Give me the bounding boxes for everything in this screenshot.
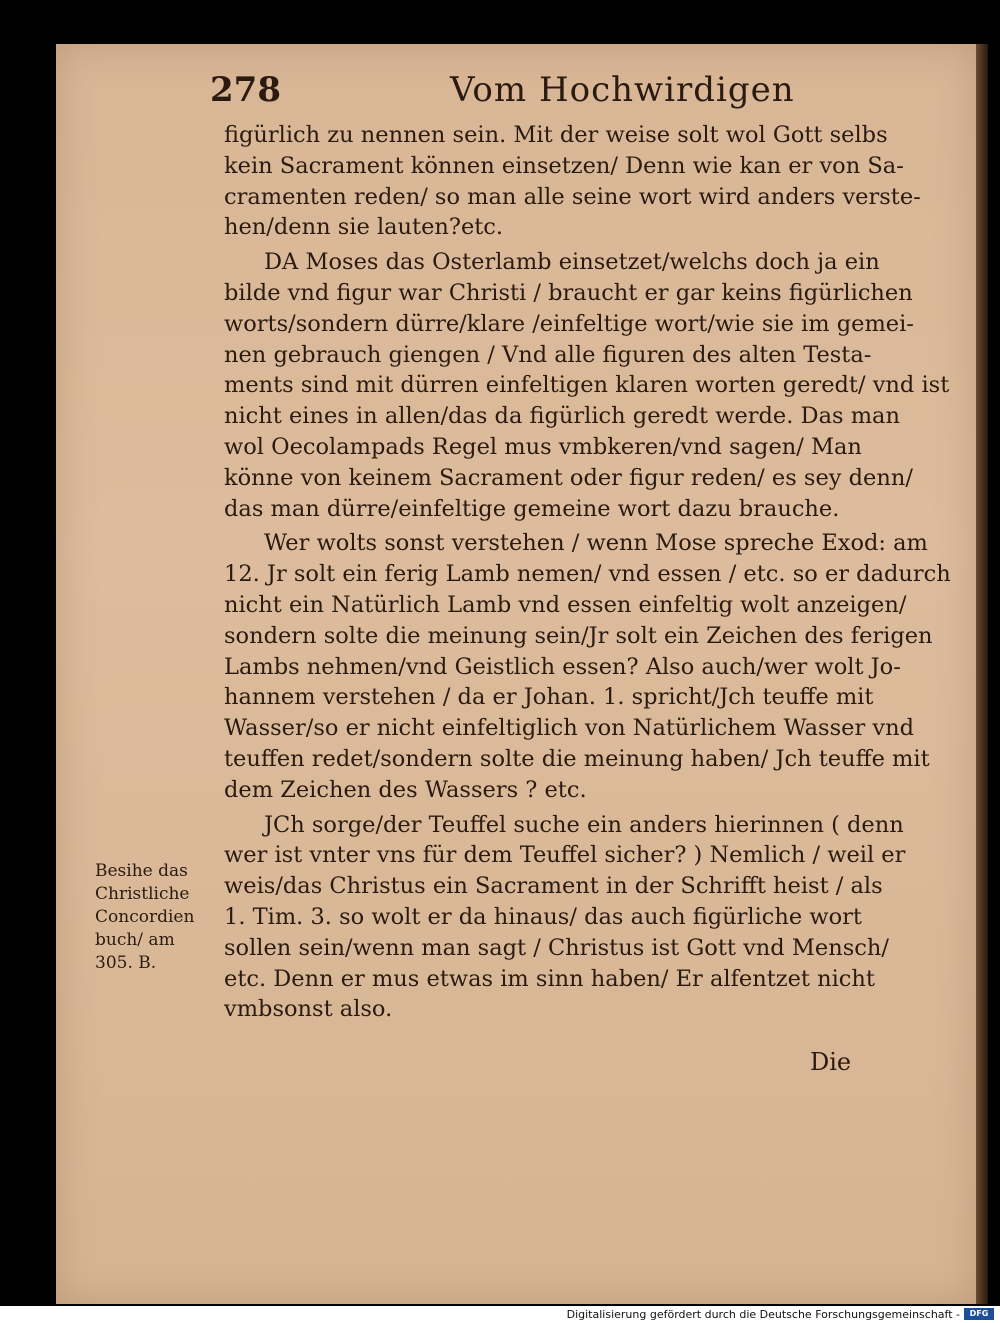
main-text bbox=[224, 120, 951, 1025]
text-line: 1. Tim. 3. so wolt er da hinaus/ das auch figürliche wort bbox=[224, 903, 862, 930]
margin-note-line: Besihe das bbox=[95, 861, 188, 881]
text-line: worts/sondern dürre/klare /einfeltige wort/wie sie im gemei- bbox=[224, 310, 914, 337]
text-line: kein Sacrament können einsetzen/ Denn wie kan er von Sa- bbox=[224, 152, 904, 179]
text-line: vmbsonst also. bbox=[224, 996, 393, 1023]
text-line: figürlich zu nennen sein. Mit der weise solt wol Gott selbs bbox=[224, 122, 888, 148]
margin-note-line: Concordien bbox=[95, 907, 195, 927]
running-head: Vom Hochwirdigen bbox=[450, 70, 795, 110]
margin-note-line: 305. B. bbox=[95, 953, 157, 973]
footer-bar bbox=[0, 1306, 1000, 1323]
catchword: Die bbox=[810, 1048, 852, 1076]
paragraph bbox=[224, 247, 950, 524]
text-line: Lambs nehmen/vnd Geistlich essen? Also auch/wer wolt Jo- bbox=[224, 653, 901, 680]
paragraph bbox=[224, 528, 951, 805]
text-line: sondern solte die meinung sein/Jr solt ein Zeichen des ferigen bbox=[224, 622, 933, 649]
text-line: hannem verstehen / da er Johan. 1. spricht/Jch teuffe mit bbox=[224, 684, 874, 711]
text-line: dem Zeichen des Wassers ? etc. bbox=[224, 776, 587, 803]
text-line: nicht eines in allen/das da figürlich geredt werde. Das man bbox=[224, 403, 900, 430]
paragraph bbox=[224, 120, 921, 243]
page-header bbox=[210, 70, 910, 120]
text-line: weis/das Christus ein Sacrament in der Schrifft heist / als bbox=[224, 873, 883, 900]
text-line: nen gebrauch giengen / Vnd alle figuren des alten Testa- bbox=[224, 341, 872, 368]
text-line: das man dürre/einfeltige gemeine wort dazu brauche. bbox=[224, 495, 840, 522]
text-line: Wer wolts sonst verstehen / wenn Mose spreche Exod: am bbox=[264, 530, 928, 557]
text-line: Wasser/so er nicht einfeltiglich von Natürlichem Wasser vnd bbox=[224, 715, 914, 742]
funding-notice: Digitalisierung gefördert durch die Deutsche Forschungsgemeinschaft - bbox=[566, 1308, 960, 1321]
text-line: wol Oecolampads Regel mus vmbkeren/vnd sagen/ Man bbox=[224, 433, 862, 460]
text-line: nicht ein Natürlich Lamb vnd essen einfeltig wolt anzeigen/ bbox=[224, 591, 907, 618]
text-line: könne von keinem Sacrament oder figur reden/ es sey denn/ bbox=[224, 464, 913, 491]
dfg-logo: DFG bbox=[964, 1308, 994, 1320]
margin-note bbox=[95, 860, 215, 975]
text-line: etc. Denn er mus etwas im sinn haben/ Er alfentzet nicht bbox=[224, 965, 875, 992]
paragraph bbox=[224, 810, 906, 1026]
text-line: DA Moses das Osterlamb einsetzet/welchs doch ja ein bbox=[264, 249, 880, 276]
text-line: teuffen redet/sondern solte die meinung haben/ Jch teuffe mit bbox=[224, 745, 930, 772]
margin-note-line: buch/ am bbox=[95, 930, 175, 950]
text-line: hen/denn sie lauten?etc. bbox=[224, 214, 504, 241]
text-line: bilde vnd figur war Christi / braucht er gar keins figürlichen bbox=[224, 279, 913, 306]
page-number: 278 bbox=[210, 70, 281, 110]
text-line: ments sind mit dürren einfeltigen klaren worten geredt/ vnd ist bbox=[224, 372, 950, 399]
text-line: 12. Jr solt ein ferig Lamb nemen/ vnd essen / etc. so er dadurch bbox=[224, 561, 951, 588]
text-line: sollen sein/wenn man sagt / Christus ist Gott vnd Mensch/ bbox=[224, 934, 889, 961]
page-edge bbox=[976, 44, 988, 1304]
margin-note-line: Christliche bbox=[95, 884, 190, 904]
text-line: wer ist vnter vns für dem Teuffel sicher? ) Nemlich / weil er bbox=[224, 842, 906, 869]
text-line: JCh sorge/der Teuffel suche ein anders hierinnen ( denn bbox=[264, 811, 904, 838]
text-line: cramenten reden/ so man alle seine wort wird anders verste- bbox=[224, 183, 921, 210]
